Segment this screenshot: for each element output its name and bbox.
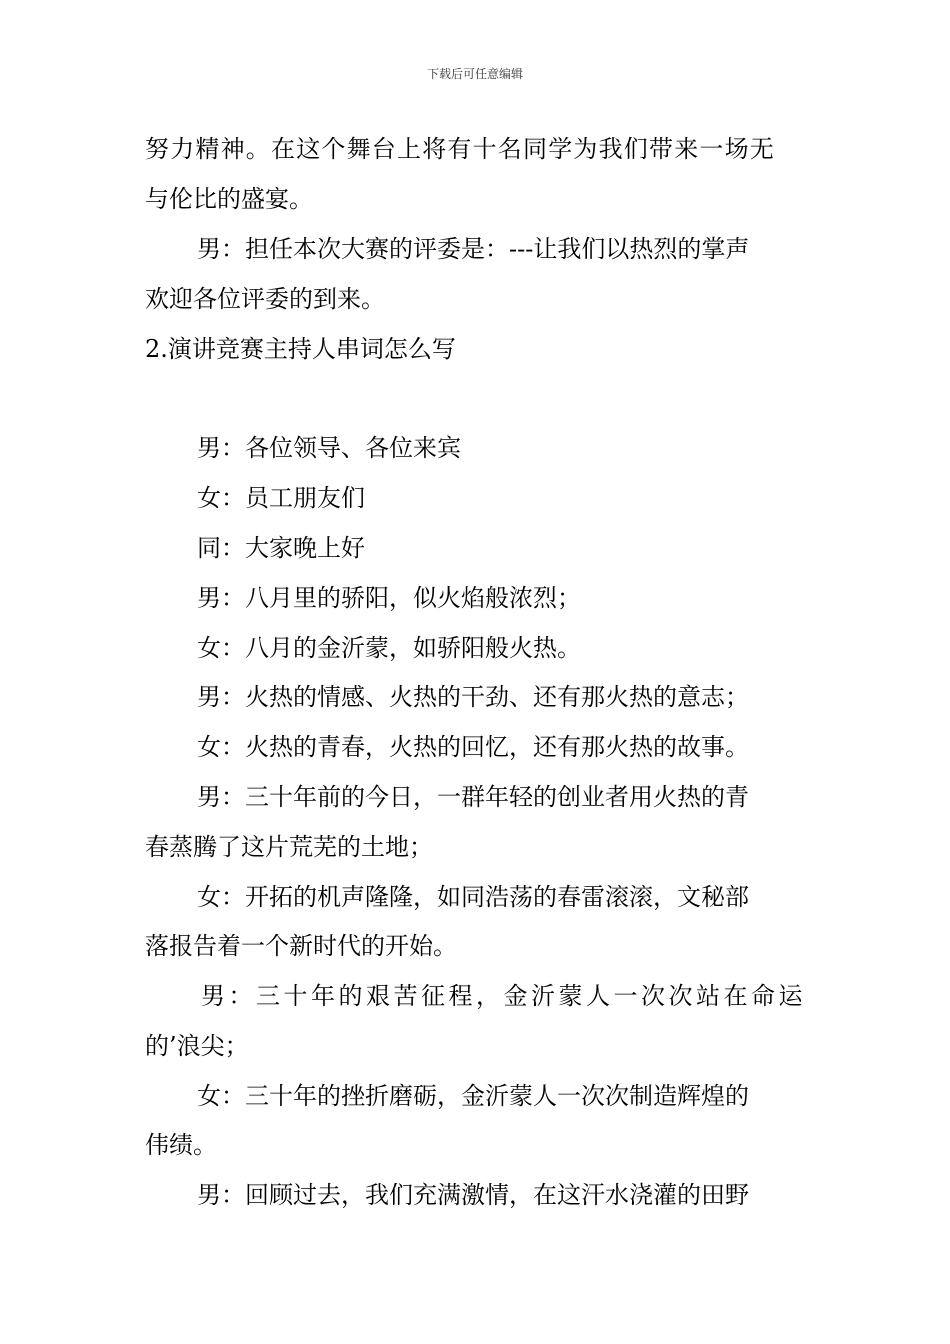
text-line: 春蒸腾了这片荒芜的土地；: [145, 833, 433, 861]
text-line: 女：三十年的挫折磨砺，金沂蒙人一次次制造辉煌的: [197, 1082, 749, 1110]
text-line: 伟绩。: [145, 1131, 217, 1159]
section-heading: 2.演讲竞赛主持人串词怎么写: [145, 335, 456, 363]
text-line: 努力精神。在这个舞台上将有十名同学为我们带来一场无: [145, 135, 775, 163]
text-line: 女：八月的金沂蒙，如骄阳般火热。: [197, 634, 581, 662]
text-line: 落报告着一个新时代的开始。: [145, 932, 457, 960]
text-line: 与伦比的盛宴。: [145, 185, 313, 213]
text-line: 女：火热的青春，火热的回忆，还有那火热的故事。: [197, 733, 749, 761]
text-line: 女：开拓的机声隆隆，如同浩荡的春雷滚滚，文秘部: [197, 883, 749, 911]
page-header: 下载后可任意编辑: [426, 67, 523, 81]
text-line: 男：回顾过去，我们充满激情，在这汗水浇灌的田野: [197, 1181, 749, 1209]
text-line: 女：员工朋友们: [197, 484, 365, 512]
text-line: 男：火热的情感、火热的干劲、还有那火热的意志；: [197, 683, 749, 711]
text-line: 男：各位领导、各位来宾: [197, 434, 461, 462]
text-line: 的’浪尖；: [145, 1032, 249, 1060]
text-line: 男：三十年的艰苦征程，金沂蒙人一次次站在命运: [201, 982, 806, 1010]
text-line: 同：大家晚上好: [197, 534, 365, 562]
text-line: 男：担任本次大赛的评委是：---让我们以热烈的掌声: [197, 235, 750, 263]
text-line: 男：八月里的骄阳，似火焰般浓烈；: [197, 584, 581, 612]
text-line: 男：三十年前的今日，一群年轻的创业者用火热的青: [197, 783, 749, 811]
text-line: 欢迎各位评委的到来。: [145, 285, 385, 313]
